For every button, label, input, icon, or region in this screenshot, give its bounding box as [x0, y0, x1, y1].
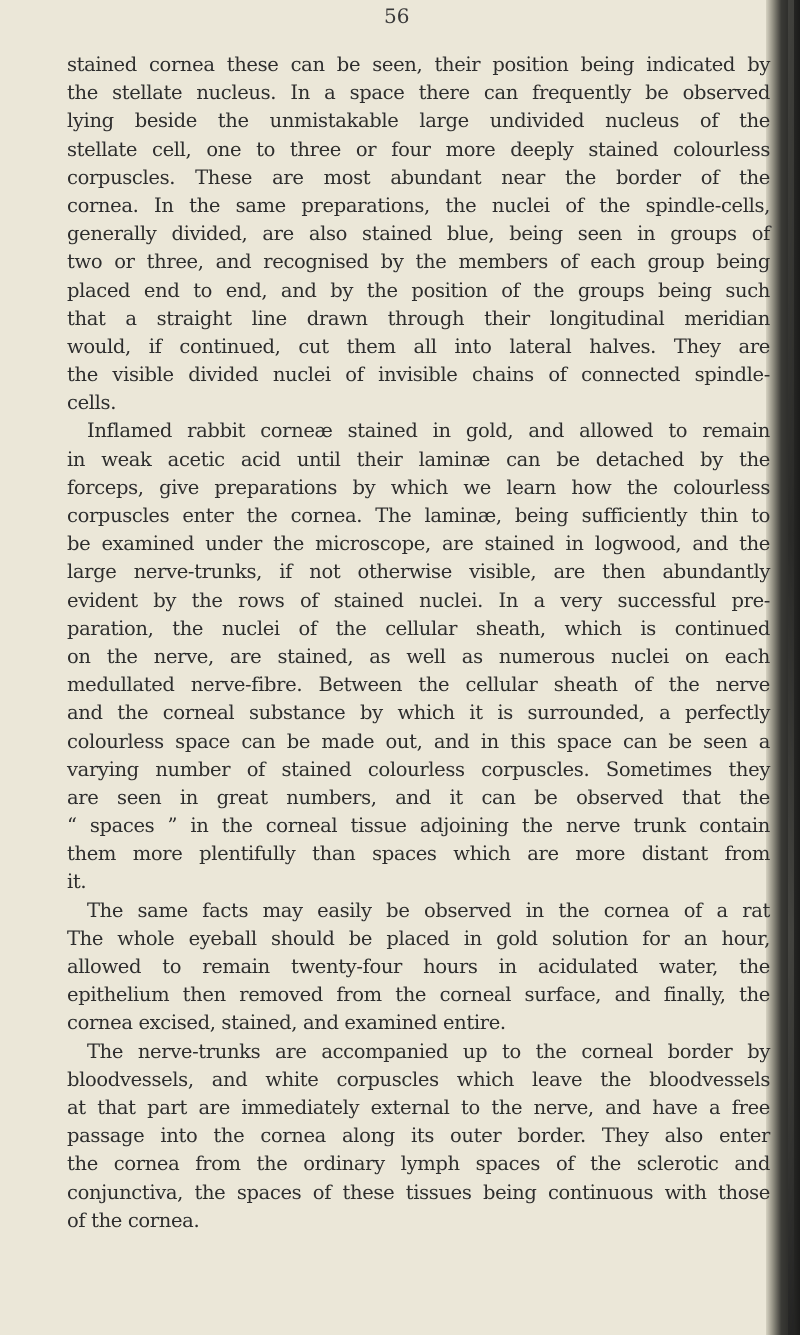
- text-line: passage into the cornea along its outer border. They also enter: [67, 1124, 770, 1148]
- text-line: stained cornea these can be seen, their position being indicated by: [67, 53, 770, 76]
- text-line: medullated nerve-fibre. Between the cellular sheath of the nerve: [67, 673, 770, 697]
- text-line: large nerve-trunks, if not otherwise visible, are then abundantly: [67, 560, 770, 584]
- text-line: in weak acetic acid until their laminæ can be detached by the: [67, 447, 770, 471]
- text-line: Inflamed rabbit corneæ stained in gold, and allowed to remain: [87, 419, 770, 443]
- text-line: corpuscles enter the cornea. The laminæ, being sufficiently thin to: [67, 504, 770, 527]
- book-binding-edge: [766, 0, 800, 1335]
- text-line: generally divided, are also stained blue, being seen in groups of: [67, 222, 770, 246]
- text-line: evident by the rows of stained nuclei. In a very successful pre-: [67, 588, 770, 612]
- text-line: two or three, and recognised by the members of each group being: [67, 250, 770, 274]
- text-line: paration, the nuclei of the cellular sheath, which is continued: [67, 616, 770, 640]
- text-line: cornea. In the same preparations, the nuclei of the spindle-cells,: [67, 193, 770, 217]
- text-line: and the corneal substance by which it is surrounded, a perfectly: [67, 701, 770, 725]
- text-line: varying number of stained colourless corpuscles. Sometimes they: [67, 757, 770, 781]
- text-line: at that part are immediately external to the nerve, and have a free: [67, 1095, 770, 1119]
- text-line: placed end to end, and by the position of the groups being such: [67, 278, 770, 302]
- text-line: bloodvessels, and white corpuscles which leave the bloodvessels: [67, 1067, 770, 1091]
- text-line: are seen in great numbers, and it can be observed that the: [67, 785, 770, 809]
- text-line: The nerve-trunks are accompanied up to the corneal border by: [87, 1039, 770, 1063]
- text-line: epithelium then removed from the corneal surface, and finally, the: [67, 983, 770, 1007]
- text-line: The whole eyeball should be placed in gold solution for an hour,: [67, 926, 770, 950]
- text-line: The same facts may easily be observed in the cornea of a rat: [87, 898, 770, 922]
- text-line: on the nerve, are stained, as well as numerous nuclei on each: [67, 644, 770, 668]
- page-number: 56: [384, 4, 410, 28]
- text-line: them more plentifully than spaces which are more distant from: [67, 842, 770, 866]
- body-text: [67, 51, 770, 1235]
- text-line: cornea excised, stained, and examined entire.: [67, 1011, 506, 1035]
- text-line: forceps, give preparations by which we learn how the colourless: [67, 475, 770, 499]
- text-line: of the cornea.: [67, 1208, 200, 1232]
- text-line: it.: [67, 870, 87, 894]
- text-line: the stellate nucleus. In a space there can frequently be observed: [67, 81, 770, 105]
- text-line: be examined under the microscope, are stained in logwood, and the: [67, 532, 770, 556]
- text-line: allowed to remain twenty-four hours in acidulated water, the: [67, 955, 770, 978]
- text-line: corpuscles. These are most abundant near the border of the: [67, 165, 770, 189]
- text-line: the cornea from the ordinary lymph spaces of the sclerotic and: [67, 1152, 770, 1176]
- text-line: colourless space can be made out, and in this space can be seen a: [67, 729, 770, 753]
- text-line: stellate cell, one to three or four more deeply stained colourless: [67, 137, 770, 161]
- text-line: the visible divided nuclei of invisible chains of connected spindle-: [67, 363, 770, 387]
- text-line: conjunctiva, the spaces of these tissues being continuous with those: [67, 1180, 770, 1204]
- binding-shadow: [788, 0, 794, 1335]
- text-line: lying beside the unmistakable large undivided nucleus of the: [67, 109, 770, 133]
- text-line: “ spaces ” in the corneal tissue adjoining the nerve trunk contain: [67, 814, 770, 838]
- text-line: would, if continued, cut them all into lateral halves. They are: [67, 334, 770, 358]
- text-line: that a straight line drawn through their longitudinal meridian: [67, 306, 770, 330]
- text-line: cells.: [67, 391, 117, 415]
